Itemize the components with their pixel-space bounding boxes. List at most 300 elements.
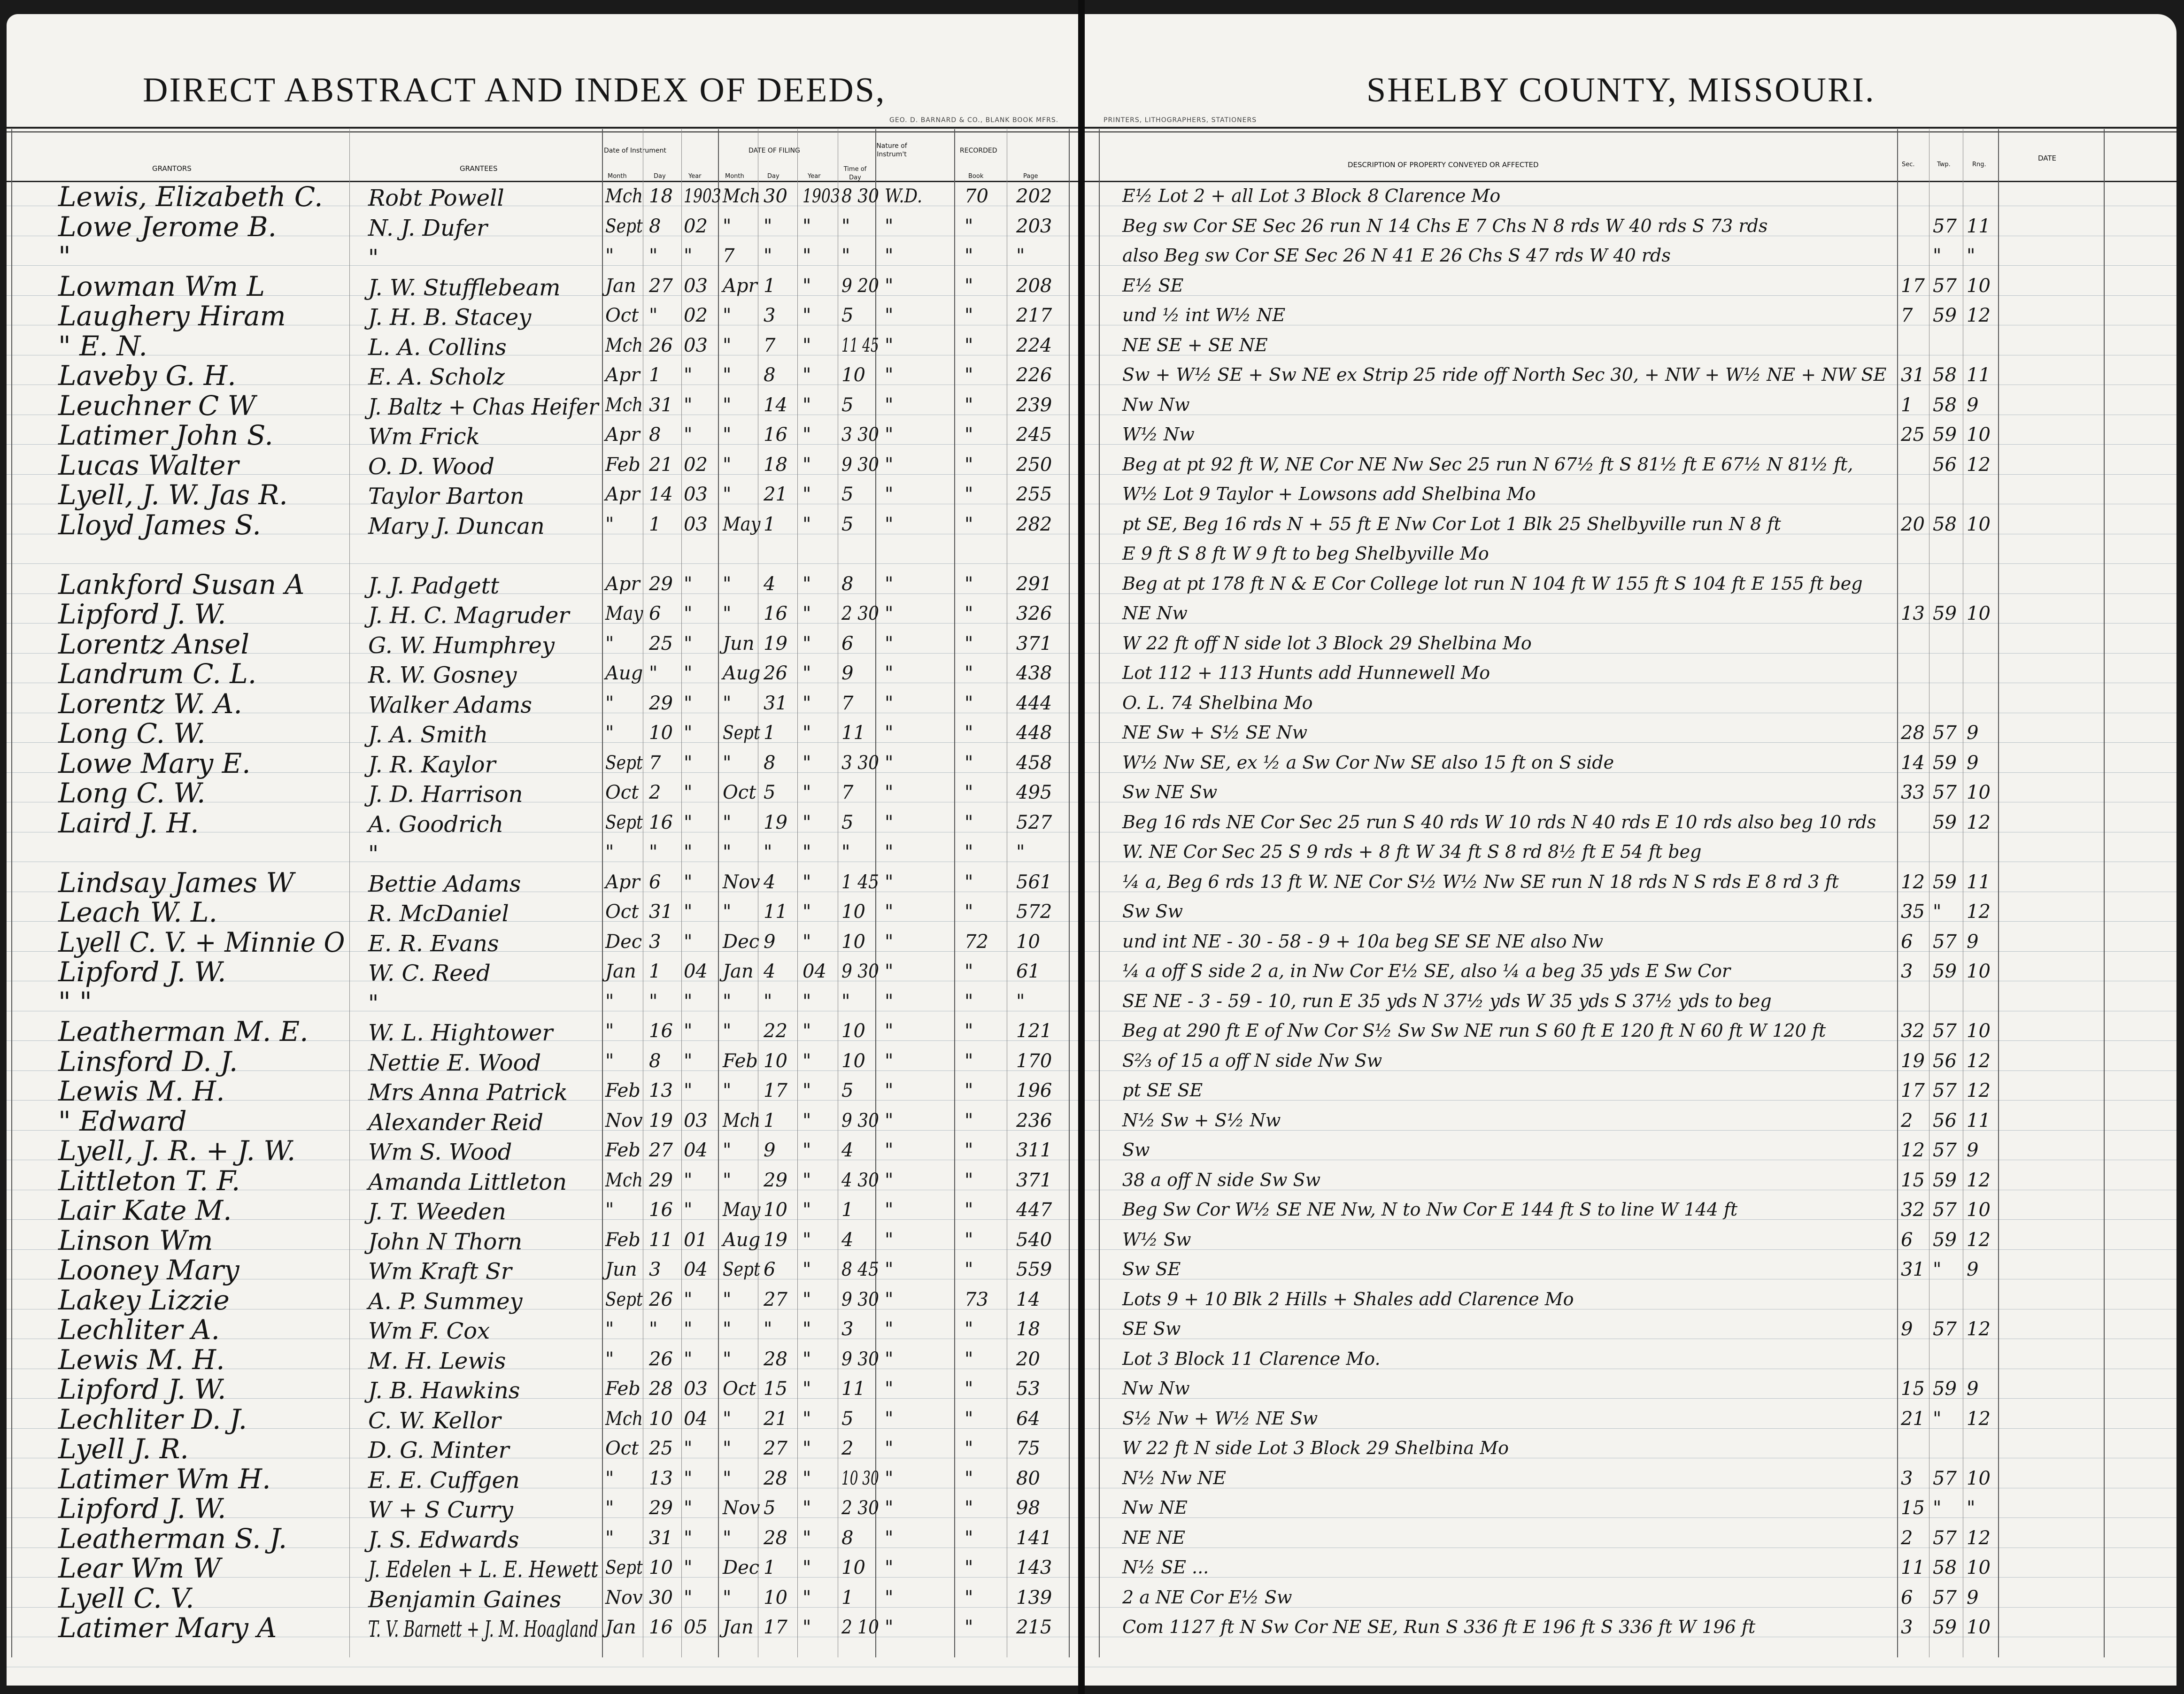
col-date: DATE — [2038, 154, 2057, 162]
page-number: 371 — [1016, 632, 1052, 654]
page-number: 196 — [1016, 1080, 1052, 1101]
filing-year: 04 — [803, 961, 826, 982]
range-number: 12 — [1967, 1080, 1991, 1101]
col-description: DESCRIPTION OF PROPERTY CONVEYED OR AFFECTED — [1348, 161, 1539, 169]
instrument-day: 13 — [649, 1080, 673, 1101]
filing-time: 9 30 — [841, 1288, 880, 1310]
page-number: 202 — [1016, 185, 1052, 207]
book-number: " — [965, 1229, 973, 1251]
ruled-line — [1085, 1249, 2176, 1250]
township-number: 57 — [1933, 1527, 1957, 1549]
section-number: 3 — [1901, 1467, 1913, 1489]
property-description: Sw Sw — [1122, 901, 1183, 922]
filing-year: " — [803, 1080, 811, 1101]
filing-month: " — [723, 364, 732, 386]
instrument-nature: " — [885, 1140, 894, 1161]
instrument-nature: " — [885, 752, 894, 774]
filing-time: 1 45 — [841, 871, 880, 893]
header-rule — [1085, 127, 2176, 129]
instrument-day: 27 — [649, 1140, 673, 1161]
instrument-month: Aug — [605, 662, 643, 684]
grantee-entry: L. A. Collins — [368, 334, 507, 361]
township-number: 59 — [1933, 1169, 1957, 1191]
col-date-filing: DATE OF FILING — [749, 147, 800, 154]
instrument-month: Apr — [605, 484, 640, 505]
property-description: und int NE - 30 - 58 - 9 + 10a beg SE SE NE also Nw — [1122, 931, 1604, 952]
filing-day: 1 — [764, 722, 776, 744]
grantor-entry: Laveby G. H. — [58, 360, 236, 392]
filing-time: 9 — [841, 662, 854, 684]
filing-month: " — [723, 901, 732, 923]
page-number: 203 — [1016, 215, 1052, 237]
instrument-year: " — [684, 722, 693, 744]
property-description: Beg at 290 ft E of Nw Cor S½ Sw Sw NE run S 60 ft E 120 ft N 60 ft W 120 ft — [1122, 1020, 1826, 1041]
grantor-entry: Lechliter A. — [58, 1314, 220, 1346]
book-number: " — [965, 871, 973, 893]
filing-time: 8 — [841, 1527, 854, 1549]
book-number: 73 — [965, 1288, 988, 1310]
grantee-entry: W + S Curry — [368, 1497, 513, 1523]
instrument-nature: " — [885, 1378, 894, 1400]
filing-year: " — [803, 1378, 811, 1400]
page-number: 458 — [1016, 752, 1052, 774]
instrument-year: " — [684, 424, 693, 446]
instrument-day: 26 — [649, 1288, 673, 1310]
instrument-nature: " — [885, 1050, 894, 1072]
filing-day: " — [764, 841, 772, 863]
right-printer-note: PRINTERS, LITHOGRAPHERS, STATIONERS — [1104, 116, 1257, 124]
filing-month: " — [723, 305, 732, 326]
filing-day: 1 — [764, 1109, 776, 1132]
filing-year: " — [803, 573, 811, 595]
filing-day: " — [764, 1318, 772, 1340]
page-number: 245 — [1016, 424, 1052, 446]
instrument-year: 02 — [684, 454, 708, 476]
filing-day: 26 — [764, 662, 787, 684]
instrument-day: " — [649, 305, 658, 326]
filing-year: " — [803, 215, 811, 237]
book-number: " — [965, 692, 973, 714]
grantee-entry: Wm Kraft Sr — [368, 1258, 512, 1285]
instrument-nature: " — [885, 305, 894, 326]
property-description: W½ Nw — [1122, 424, 1195, 445]
grantee-entry: J. T. Weeden — [368, 1199, 506, 1225]
instrument-month: Mch — [605, 334, 643, 356]
filing-time: 9 30 — [841, 961, 880, 982]
instrument-day: 10 — [649, 1557, 673, 1578]
filing-time: 5 — [841, 513, 854, 535]
property-description: S⅔ of 15 a off N side Nw Sw — [1122, 1050, 1382, 1071]
instrument-year: " — [684, 1497, 693, 1519]
property-description: N½ Nw NE — [1122, 1467, 1227, 1488]
page-number: " — [1016, 990, 1025, 1012]
page-number: 217 — [1016, 305, 1052, 326]
township-number: 59 — [1933, 424, 1957, 446]
instrument-nature: " — [885, 841, 894, 863]
instrument-nature: " — [885, 1109, 894, 1132]
filing-time: 9 30 — [841, 1348, 880, 1370]
filing-year: " — [803, 752, 811, 774]
filing-year: " — [803, 1020, 811, 1042]
filing-year: " — [803, 990, 811, 1012]
grantee-entry: Walker Adams — [368, 692, 532, 718]
ruled-line — [1085, 295, 2176, 296]
instrument-month: Sept — [605, 1288, 643, 1310]
instrument-day: 29 — [649, 1497, 673, 1519]
page-number: 236 — [1016, 1109, 1052, 1132]
filing-day: 1 — [764, 513, 776, 535]
range-number: 9 — [1967, 1378, 1979, 1400]
filing-time: 2 10 — [841, 1617, 880, 1638]
instrument-month: Nov — [605, 1109, 643, 1132]
ruled-line — [1085, 1100, 2176, 1101]
range-number: 12 — [1967, 811, 1991, 833]
col-rule — [1897, 129, 1898, 1657]
instrument-nature: " — [885, 424, 894, 446]
range-number: 10 — [1967, 603, 1991, 624]
page-number: 282 — [1016, 513, 1052, 535]
instrument-year: " — [684, 692, 693, 714]
grantor-entry: Lloyd James S. — [58, 508, 261, 541]
filing-day: 28 — [764, 1527, 787, 1549]
filing-time: " — [841, 215, 850, 237]
filing-month: " — [723, 573, 732, 595]
section-number: 21 — [1901, 1408, 1925, 1430]
header-rule-double — [1085, 131, 2176, 132]
book-number: " — [965, 394, 973, 416]
instrument-year: " — [684, 662, 693, 684]
property-description: Nw Nw — [1122, 1378, 1190, 1399]
range-number: 10 — [1967, 1020, 1991, 1042]
filing-time: " — [841, 990, 850, 1012]
instrument-nature: " — [885, 1288, 894, 1310]
filing-time: 10 — [841, 1050, 865, 1072]
township-number: 59 — [1933, 305, 1957, 326]
grantor-entry: Lewis M. H. — [58, 1343, 225, 1376]
filing-month: " — [723, 334, 732, 356]
instrument-month: Sept — [605, 811, 643, 833]
col-rule — [2104, 129, 2105, 1657]
book-number: " — [965, 275, 973, 297]
page-number: 447 — [1016, 1199, 1052, 1221]
section-number: 1 — [1901, 394, 1913, 416]
grantor-entry: Latimer Mary A — [58, 1612, 277, 1644]
grantee-entry: E. E. Cuffgen — [368, 1467, 520, 1494]
grantor-entry: " " — [58, 986, 92, 1018]
ruled-line — [1085, 1398, 2176, 1399]
filing-time: 10 30 — [841, 1467, 879, 1489]
page-number: " — [1016, 841, 1025, 863]
ruled-line — [1085, 623, 2176, 624]
ruled-line — [7, 265, 1078, 266]
grantee-entry: Bettie Adams — [368, 870, 521, 897]
ruled-line — [1085, 1517, 2176, 1518]
instrument-day: 14 — [649, 484, 673, 505]
page-number: 18 — [1016, 1318, 1040, 1340]
property-description: O. L. 74 Shelbina Mo — [1122, 692, 1313, 713]
instrument-day: 16 — [649, 811, 673, 833]
instrument-month: Sept — [605, 752, 643, 774]
filing-month: Mch — [723, 185, 761, 207]
instrument-month: Mch — [605, 1169, 643, 1191]
book-number: " — [965, 1557, 973, 1578]
filing-year: " — [803, 1140, 811, 1161]
township-number: 59 — [1933, 871, 1957, 893]
book-number: " — [965, 1467, 973, 1489]
grantee-entry: Mrs Anna Patrick — [368, 1079, 568, 1106]
filing-time: 5 — [841, 305, 854, 326]
col-recorded: RECORDED — [960, 147, 997, 154]
page-number: 527 — [1016, 811, 1052, 833]
property-description: Lot 112 + 113 Hunts add Hunnewell Mo — [1122, 662, 1490, 683]
page-number: 53 — [1016, 1378, 1040, 1400]
filing-year: " — [803, 901, 811, 923]
book-number: " — [965, 722, 973, 744]
left-printer-note: GEO. D. BARNARD & CO., BLANK BOOK MFRS. — [889, 116, 1059, 124]
page-number: 75 — [1016, 1438, 1040, 1459]
colhead-rule — [1085, 181, 2176, 182]
filing-month: Aug — [723, 1229, 761, 1251]
instrument-nature: " — [885, 1408, 894, 1430]
book-number: " — [965, 1378, 973, 1400]
col-rule — [875, 129, 876, 1657]
property-description: Sw SE — [1122, 1259, 1181, 1279]
grantor-entry: Leach W. L. — [58, 896, 217, 928]
section-number: 20 — [1901, 513, 1925, 535]
grantor-entry: Latimer Wm H. — [58, 1463, 271, 1495]
filing-month: " — [723, 603, 732, 624]
instrument-month: " — [605, 1050, 614, 1072]
township-number: " — [1933, 1497, 1942, 1519]
property-description: W½ Nw SE, ex ½ a Sw Cor Nw SE also 15 ft on S side — [1122, 752, 1614, 773]
filing-month: " — [723, 394, 732, 416]
instrument-nature: W.D. — [885, 185, 923, 207]
instrument-year: " — [684, 1527, 693, 1549]
township-number: 57 — [1933, 275, 1957, 297]
page-number: 143 — [1016, 1557, 1052, 1578]
book-number: " — [965, 215, 973, 237]
instrument-day: 11 — [649, 1229, 673, 1251]
instrument-nature: " — [885, 692, 894, 714]
filing-year: " — [803, 1259, 811, 1280]
filing-month: " — [723, 811, 732, 833]
property-description: Beg Sw Cor W½ SE NE Nw, N to Nw Cor E 144 ft S to line W 144 ft — [1122, 1199, 1738, 1220]
instrument-year: " — [684, 1080, 693, 1101]
property-description: Lot 3 Block 11 Clarence Mo. — [1122, 1348, 1381, 1369]
book-number: " — [965, 961, 973, 982]
filing-year: " — [803, 662, 811, 684]
township-number: 57 — [1933, 1080, 1957, 1101]
filing-time: 9 30 — [841, 454, 880, 476]
township-number: 56 — [1933, 1050, 1957, 1072]
col-rule — [1099, 129, 1100, 1657]
instrument-month: " — [605, 632, 614, 654]
instrument-day: 10 — [649, 722, 673, 744]
col-rule — [954, 129, 955, 1657]
instrument-year: " — [684, 245, 693, 267]
property-description: ¼ a, Beg 6 rds 13 ft W. NE Cor S½ W½ Nw SE run N 18 rds N S rds E 8 rd 3 ft — [1122, 871, 1839, 892]
range-number: 9 — [1967, 1140, 1979, 1161]
instrument-nature: " — [885, 1169, 894, 1191]
filing-year: " — [803, 1109, 811, 1132]
instrument-day: 18 — [649, 185, 673, 207]
range-number: 9 — [1967, 722, 1979, 744]
col-rule — [1998, 129, 1999, 1657]
page-number: 495 — [1016, 782, 1052, 803]
instrument-month: Oct — [605, 305, 639, 326]
instrument-nature: " — [885, 1527, 894, 1549]
filing-day: 28 — [764, 1467, 787, 1489]
grantee-entry: R. W. Gosney — [368, 662, 517, 688]
instrument-year: 01 — [684, 1229, 708, 1251]
grantor-entry: Lakey Lizzie — [58, 1284, 230, 1316]
filing-month: " — [723, 1020, 732, 1042]
property-description: Sw NE Sw — [1122, 782, 1218, 802]
book-number: " — [965, 990, 973, 1012]
instrument-day: 1 — [649, 961, 661, 982]
filing-time: 2 30 — [841, 1497, 880, 1519]
grantor-entry: Looney Mary — [58, 1254, 239, 1286]
filing-month: Oct — [723, 782, 756, 803]
col-rule — [718, 129, 719, 1657]
range-number: 12 — [1967, 1527, 1991, 1549]
book-number: " — [965, 1586, 973, 1609]
col-rule — [1069, 129, 1070, 1657]
instrument-year: " — [684, 782, 693, 803]
instrument-year: " — [684, 1288, 693, 1310]
grantor-entry: Leatherman M. E. — [58, 1016, 309, 1047]
section-number: 17 — [1901, 275, 1925, 297]
grantor-entry: Long C. W. — [58, 717, 206, 749]
grantee-entry: Mary J. Duncan — [368, 513, 545, 539]
instrument-day: 16 — [649, 1199, 673, 1221]
filing-year: " — [803, 1199, 811, 1221]
instrument-month: " — [605, 1199, 614, 1221]
instrument-year: " — [684, 573, 693, 595]
section-number: 3 — [1901, 1617, 1913, 1638]
grantee-entry: T. V. Barnett + J. M. Hoagland — [368, 1616, 599, 1642]
township-number: 59 — [1933, 1229, 1957, 1251]
instrument-day: 27 — [649, 275, 673, 297]
grantor-entry: Lorentz W. A. — [58, 687, 242, 720]
filing-day: 14 — [764, 394, 787, 416]
left-page-title: DIRECT ABSTRACT AND INDEX OF DEEDS, — [143, 71, 886, 109]
instrument-month: Sept — [605, 1557, 643, 1578]
grantor-entry: Linsford D. J. — [58, 1045, 238, 1078]
filing-month: " — [723, 1169, 732, 1191]
instrument-year: " — [684, 901, 693, 923]
property-description: W. NE Cor Sec 25 S 9 rds + 8 ft W 34 ft S 8 rd 8½ ft E 54 ft beg — [1122, 841, 1702, 862]
filing-time: " — [841, 245, 850, 267]
instrument-nature: " — [885, 334, 894, 356]
instrument-month: Nov — [605, 1586, 643, 1609]
filing-year: " — [803, 275, 811, 297]
book-number: " — [965, 841, 973, 863]
filing-year: " — [803, 603, 811, 624]
filing-time: 10 — [841, 1557, 865, 1578]
grantor-entry: " — [58, 240, 71, 272]
instrument-day: 26 — [649, 1348, 673, 1370]
grantee-entry: John N Thorn — [368, 1228, 523, 1255]
range-number: 10 — [1967, 1199, 1991, 1221]
filing-time: 11 — [841, 1378, 865, 1400]
grantee-entry: Alexander Reid — [368, 1109, 543, 1136]
instrument-nature: " — [885, 1229, 894, 1251]
grantee-entry: Amanda Littleton — [368, 1169, 567, 1195]
filing-day: 9 — [764, 1140, 776, 1161]
section-number: 13 — [1901, 603, 1925, 624]
township-number: 56 — [1933, 454, 1957, 476]
instrument-year: " — [684, 632, 693, 654]
instrument-year: 04 — [684, 1140, 708, 1161]
filing-year: " — [803, 1617, 811, 1638]
filing-month: " — [723, 1348, 732, 1370]
page-number: 64 — [1016, 1408, 1040, 1430]
filing-month: " — [723, 1318, 732, 1340]
instrument-day: " — [649, 245, 658, 267]
grantor-entry: Leatherman S. J. — [58, 1522, 287, 1555]
page-number: 255 — [1016, 484, 1052, 505]
instrument-day: 8 — [649, 215, 661, 237]
filing-day: 11 — [764, 901, 787, 923]
section-number: 12 — [1901, 871, 1925, 893]
range-number: 12 — [1967, 1318, 1991, 1340]
instrument-year: " — [684, 1050, 693, 1072]
instrument-day: 8 — [649, 424, 661, 446]
book-number: " — [965, 1080, 973, 1101]
grantee-entry: " — [368, 245, 379, 271]
filing-year: " — [803, 1527, 811, 1549]
instrument-day: 19 — [649, 1109, 673, 1132]
range-number: 12 — [1967, 901, 1991, 923]
filing-year: " — [803, 1348, 811, 1370]
grantee-entry: J. J. Padgett — [368, 572, 500, 599]
instrument-nature: " — [885, 454, 894, 476]
property-description: Sw — [1122, 1140, 1150, 1160]
range-number: 12 — [1967, 305, 1991, 326]
page-number: 208 — [1016, 275, 1052, 297]
filing-year: " — [803, 484, 811, 505]
instrument-year: 02 — [684, 305, 708, 326]
section-number: 33 — [1901, 782, 1925, 803]
property-description: W 22 ft N side Lot 3 Block 29 Shelbina Mo — [1122, 1438, 1509, 1458]
instrument-nature: " — [885, 961, 894, 982]
filing-month: Sept — [723, 722, 760, 744]
range-number: 10 — [1967, 513, 1991, 535]
book-number: " — [965, 1199, 973, 1221]
range-number: 10 — [1967, 1617, 1991, 1638]
filing-day: 21 — [764, 1408, 787, 1430]
property-description: N½ SE ... — [1122, 1557, 1209, 1578]
page-number: 311 — [1016, 1140, 1052, 1161]
instrument-month: Jan — [605, 961, 636, 982]
range-number: " — [1967, 245, 1976, 267]
instrument-day: 21 — [649, 454, 673, 476]
instrument-month: " — [605, 841, 614, 863]
book-number: " — [965, 811, 973, 833]
grantor-entry: Long C. W. — [58, 777, 206, 809]
filing-time: 8 45 — [841, 1259, 880, 1280]
property-description: SE Sw — [1122, 1318, 1181, 1339]
filing-time: 1 — [841, 1199, 854, 1221]
book-number: " — [965, 1348, 973, 1370]
col-fil-year: Year — [808, 173, 821, 180]
grantor-entry: Lyell, J. R. + J. W. — [58, 1135, 296, 1167]
instrument-day: 10 — [649, 1408, 673, 1430]
instrument-day: 13 — [649, 1467, 673, 1489]
township-number: 59 — [1933, 961, 1957, 982]
instrument-month: Jun — [605, 1259, 637, 1280]
